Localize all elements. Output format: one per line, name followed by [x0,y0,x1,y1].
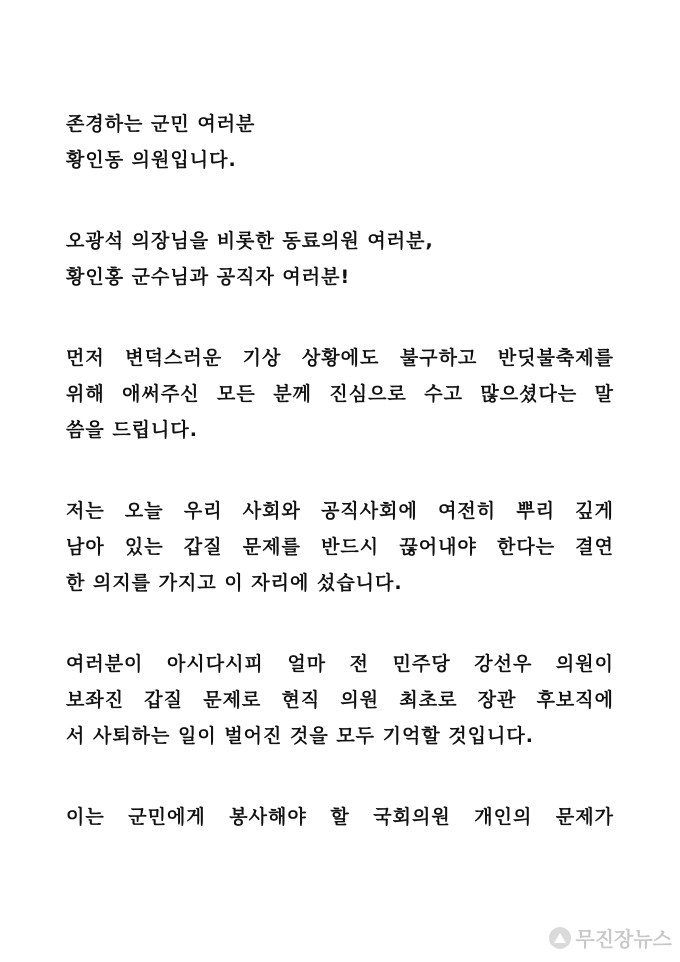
paragraph-purpose [66,493,626,601]
text-line: 여러분이 아시다시피 얼마 전 민주당 강선우 의원이 [66,653,614,675]
paragraph-continuation [66,799,626,835]
text-line: 남아 있는 갑질 문제를 반드시 끊어내야 한다는 결연 [66,536,614,558]
paragraph-greeting [66,106,626,178]
paragraph-thanks [66,340,626,448]
watermark-text: 무진장뉴스 [575,927,672,951]
watermark [549,923,672,952]
text-line: 위해 애써주신 모든 분께 진심으로 수고 많으셨다는 말 [66,383,614,405]
paragraph-example [66,646,626,754]
document-body [66,106,626,835]
text-line: 한 의지를 가지고 이 자리에 섰습니다. [66,572,403,594]
text-line: 서 사퇴하는 일이 벌어진 것을 모두 기억할 것입니다. [66,725,534,747]
text-line: 존경하는 군민 여러분 [66,113,256,135]
text-line: 오광석 의장님을 비롯한 동료의원 여러분, [66,230,434,252]
text-line: 황인동 의원입니다. [66,149,237,171]
text-line: 먼저 변덕스러운 기상 상황에도 불구하고 반딧불축제를 [66,347,614,369]
mountain-logo-icon [549,927,571,949]
text-line: 황인홍 군수님과 공직자 여러분! [66,266,351,288]
text-line: 이는 군민에게 봉사해야 할 국회의원 개인의 문제가 [66,806,614,828]
paragraph-address [66,223,626,295]
text-line: 보좌진 갑질 문제로 현직 의원 최초로 장관 후보직에 [66,689,614,711]
text-line: 저는 오늘 우리 사회와 공직사회에 여전히 뿌리 깊게 [66,500,614,522]
text-line: 씀을 드립니다. [66,419,198,441]
